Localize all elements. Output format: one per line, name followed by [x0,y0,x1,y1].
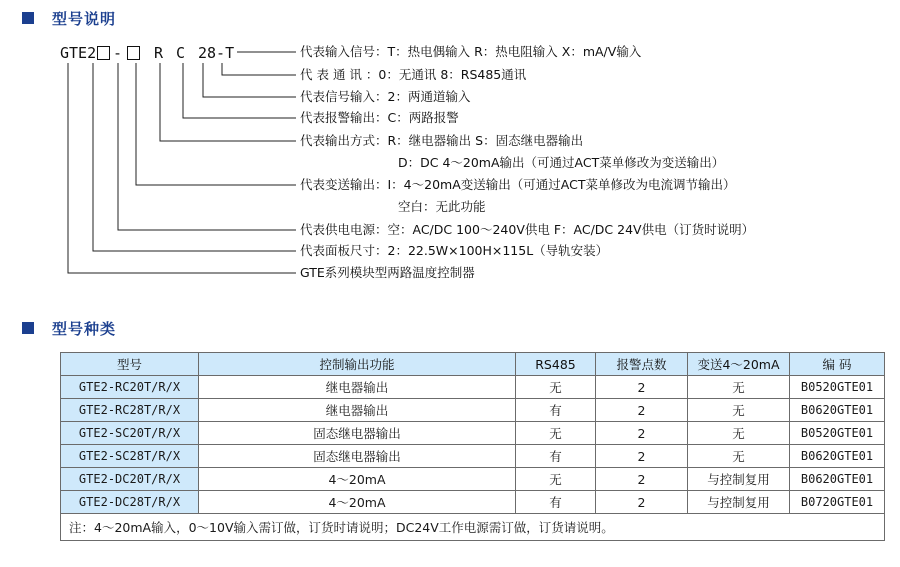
section-title-text: 型号种类 [52,319,117,338]
table-row [61,376,885,399]
header-alarm-points: 报警点数 [596,353,688,376]
cell-rs485: 无 [516,468,596,491]
desc-transmitter: 代表变送输出：I：4～20mA变送输出（可通过ACT菜单修改为电流调节输出） [300,177,736,192]
cell-rs485: 有 [516,445,596,468]
cell-model: GTE2-SC28T/R/X [61,445,199,468]
table-row [61,468,885,491]
cell-code: B0520GTE01 [790,422,885,445]
cell-alarm-points: 2 [596,491,688,514]
cell-rs485: 有 [516,399,596,422]
code-28t: 28-T [198,44,235,62]
table-row [61,491,885,514]
desc-series: GTE系列模块型两路温度控制器 [300,265,475,280]
header-code: 编 码 [790,353,885,376]
code-r: R [154,44,164,62]
cell-model: GTE2-RC28T/R/X [61,399,199,422]
section-bullet [22,322,34,334]
cell-transmitter: 与控制复用 [688,491,790,514]
desc-power-supply: 代表供电电源：空：AC/DC 100～240V供电 F：AC/DC 24V供电（订货时说明） [300,222,755,237]
cell-model: GTE2-DC20T/R/X [61,468,199,491]
table-row [61,399,885,422]
code-dash: - [113,44,123,62]
cell-rs485: 无 [516,376,596,399]
cell-rs485: 无 [516,422,596,445]
table-row [61,422,885,445]
cell-control-output: 4～20mA [199,491,516,514]
cell-model: GTE2-SC20T/R/X [61,422,199,445]
desc-transmitter-blank: 空白：无此功能 [398,199,486,214]
cell-model: GTE2-DC28T/R/X [61,491,199,514]
cell-model: GTE2-RC20T/R/X [61,376,199,399]
cell-alarm-points: 2 [596,422,688,445]
desc-output-mode: 代表输出方式：R：继电器输出 S：固态继电器输出 [300,133,584,148]
cell-alarm-points: 2 [596,468,688,491]
cell-alarm-points: 2 [596,376,688,399]
header-rs485: RS485 [516,353,596,376]
cell-control-output: 继电器输出 [199,376,516,399]
cell-code: B0620GTE01 [790,468,885,491]
desc-panel-size: 代表面板尺寸：2：22.5W×100H×115L（导轨安装） [300,243,609,258]
cell-transmitter: 无 [688,445,790,468]
header-control-output: 控制输出功能 [199,353,516,376]
header-model: 型号 [61,353,199,376]
cell-alarm-points: 2 [596,399,688,422]
cell-alarm-points: 2 [596,445,688,468]
desc-signal-input: 代表信号输入：2：两通道输入 [300,89,471,104]
cell-control-output: 4～20mA [199,468,516,491]
cell-transmitter: 无 [688,422,790,445]
table-row [61,445,885,468]
cell-code: B0620GTE01 [790,399,885,422]
cell-control-output: 继电器输出 [199,399,516,422]
table-note-row [61,514,885,541]
desc-alarm-output: 代表报警输出：C：两路报警 [300,110,459,125]
cell-transmitter: 无 [688,376,790,399]
code-prefix: GTE2 [60,44,97,62]
desc-input-signal: 代表输入信号：T：热电偶输入 R：热电阻输入 X：mA/V输入 [300,44,642,59]
desc-output-mode-d: D：DC 4～20mA输出（可通过ACT菜单修改为变送输出） [398,155,725,170]
header-transmitter: 变送4～20mA [688,353,790,376]
desc-communication: 代 表 通 讯 ：0：无通讯 8：RS485通讯 [300,67,527,82]
table-note: 注：4～20mA输入，0～10V输入需订做，订货时请说明；DC24V工作电源需订做，订货请说明。 [61,514,885,541]
model-table [60,352,885,541]
cell-code: B0620GTE01 [790,445,885,468]
cell-transmitter: 与控制复用 [688,468,790,491]
section-title-model-types [22,318,116,338]
cell-control-output: 固态继电器输出 [199,445,516,468]
cell-code: B0720GTE01 [790,491,885,514]
table-header-row [61,353,885,376]
code-c: C [176,44,186,62]
cell-rs485: 有 [516,491,596,514]
cell-control-output: 固态继电器输出 [199,422,516,445]
cell-transmitter: 无 [688,399,790,422]
section-title-text: 型号说明 [52,9,117,28]
cell-code: B0520GTE01 [790,376,885,399]
